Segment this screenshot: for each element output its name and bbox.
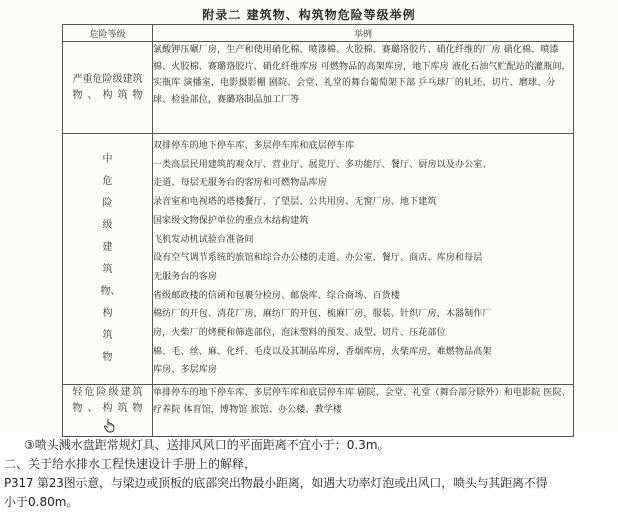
examples-cell-medium xyxy=(153,134,574,385)
note-line: ③喷头溅水盘距常规灯具、送排风风口的平面距离不宜小于：0.3m。 xyxy=(24,438,390,452)
medium-example-line: 一类高层民用建筑的观众厅、营业厅、展览厅、多功能厅、餐厅、厨房以及办公室、 xyxy=(153,159,492,170)
note-line: P317 第23图示意，与梁边或顶板的底部突出物最小距离，如遇大功率灯泡或出风口，喷头与其距离不得 xyxy=(4,476,548,490)
medium-example-line: 省级邮政楼的信函和包裹分检房、邮袋库、综合商场、百货楼 xyxy=(153,290,401,301)
medium-example-line: 棉、毛、丝、麻、化纤、毛皮以及其制品库房，香烟库房，火柴库房，难燃物品高架 xyxy=(153,346,492,357)
medium-example-line: 棉纺厂的开包、清花厂房，麻纺厂的开包、梳麻厂房，服装、针织厂房，木器制作厂 xyxy=(153,309,492,320)
appendix-title: 附录二 建筑物、构筑物危险等级举例 xyxy=(202,8,416,22)
medium-example-line: 双排停车的地下停车库、多层停车库和底层停车库 xyxy=(153,141,355,151)
medium-example-line: 走道、每层无服务台的客房和可燃物品库房 xyxy=(153,178,327,189)
medium-example-line: 库房、多层库房 xyxy=(153,365,218,376)
level-label-medium: 中危险级建筑物、构筑物 xyxy=(100,154,121,364)
level-cell-severe xyxy=(63,42,153,134)
body-text xyxy=(4,436,616,512)
medium-example-line: 国家级文物保护单位的重点木结构建筑 xyxy=(153,215,309,226)
medium-example-line: 录音室和电视塔的塔楼餐厅、了望层、公共用房、无窗厂房、地下建筑 xyxy=(153,197,437,208)
medium-example-line: 飞机发动机试验台准备间 xyxy=(153,234,254,245)
note-line: 小于0.80m。 xyxy=(4,495,79,509)
medium-example-line: 房，火柴厂的烤梗和筛选部位，泡沫塑料的预发、成型、切片、压花部位 xyxy=(153,328,446,339)
hazard-level-table xyxy=(62,24,574,437)
note-line: 二、关于给水排水工程快速设计手册上的解释， xyxy=(4,457,257,471)
medium-example-line: 设有空气调节系统的旅馆和综合办公楼的走道、办公室、餐厅、商店、库房和每层 xyxy=(153,253,483,264)
hand-cursor-icon xyxy=(103,417,117,436)
level-cell-medium xyxy=(63,134,153,385)
level-label-light: 轻危险级建筑物、构筑物 xyxy=(72,387,143,415)
header-examples: 举例 xyxy=(153,25,574,42)
medium-example-line: 无服务台的客房 xyxy=(153,271,218,282)
table-row-light xyxy=(63,385,574,437)
table-row-severe xyxy=(63,42,574,134)
examples-cell-light: 单排停车的地下停车库、多层停车库和底层停车库 剧院、会堂、礼堂（舞台部分除外）和电影院 医院、疗养院 体育馆，博物馆 旅馆、办公楼、教学楼 xyxy=(153,385,574,437)
table-row-medium xyxy=(63,134,574,385)
header-hazard-level: 危险等级 xyxy=(63,25,153,42)
level-cell-light xyxy=(63,385,153,437)
table-header-row xyxy=(63,25,574,42)
examples-cell-severe: 氯酸钾压碾厂房，生产和使用硝化棉、喷漆棉、火胶棉、赛璐珞胶片、硝化纤维的厂房 硝化棉、喷漆棉、火胶棉、赛璐珞胶片、硝化纤维库房 可燃物品的高架库房，地下库房 液化石油气贮配站的灌瓶间，实瓶库 演播室，电影摄影棚 剧院、会堂、礼堂的舞台葡萄架下部 乒乓球厂的轧坯、切片、磨球、分球、检验部位，赛璐珞制品加工厂等 xyxy=(153,42,574,134)
level-label-severe: 严重危险级建筑物、构筑物 xyxy=(72,73,143,101)
